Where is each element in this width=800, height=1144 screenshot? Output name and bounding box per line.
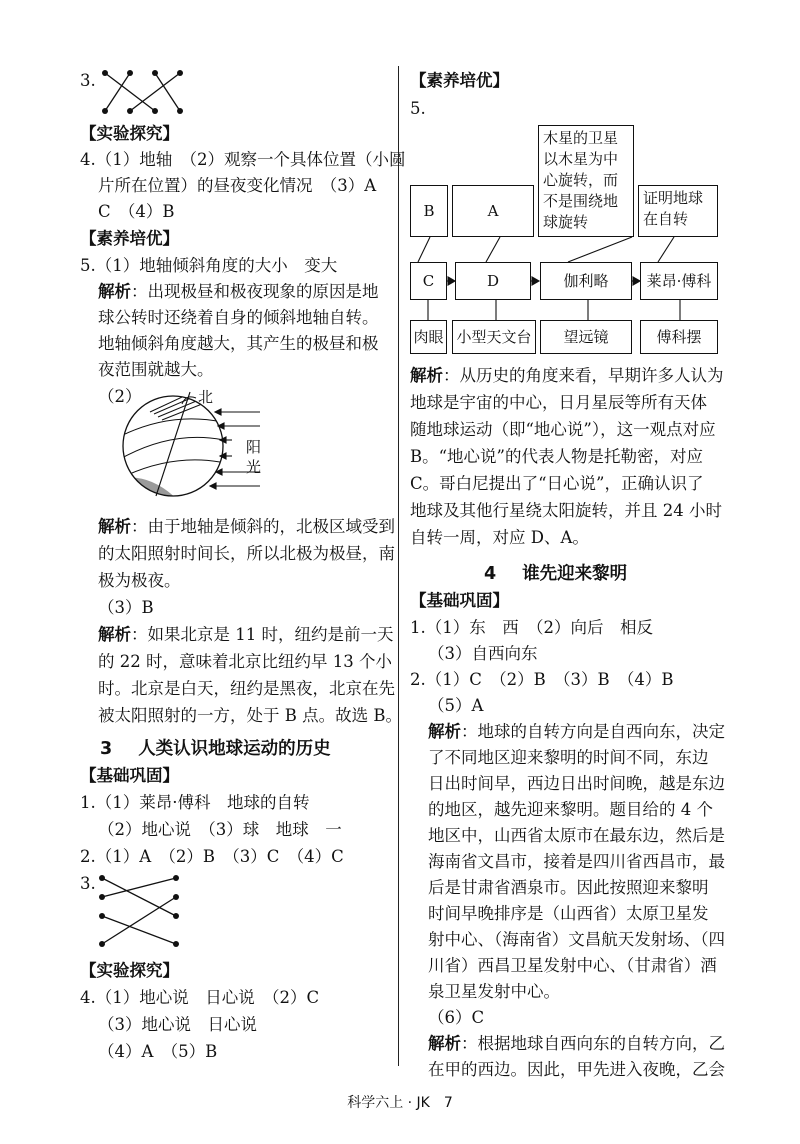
- analysis-line: 时。北京是白天，纽约是黑夜，北京在先: [98, 679, 395, 698]
- analysis-line: 随地球运动（即“地心说”），这一观点对应: [410, 420, 716, 439]
- analysis-line: 地轴倾斜角度越大，其产生的极昼和极: [98, 334, 379, 353]
- box-pendulum: 傅科摆: [640, 320, 718, 354]
- analysis-line: 泉卫星发射中心。: [428, 982, 560, 1001]
- answer-line: （6）C: [428, 1008, 485, 1027]
- analysis-line: B。“地心说”的代表人物是托勒密，对应: [410, 447, 703, 466]
- analysis-line: 地球是宇宙的中心，日月星辰等所有天体: [410, 393, 707, 412]
- globe-label-sunlight: 光: [246, 458, 262, 476]
- analysis-line: 的地区，越先迎来黎明。题目给的 4 个: [428, 800, 713, 819]
- analysis-line: 地球及其他行星绕太阳旋转，并且 24 小时: [410, 501, 722, 520]
- analysis-line: 解析：地球的自转方向是自西向东，决定: [428, 722, 725, 741]
- analysis-label: 解析: [98, 625, 131, 644]
- analysis-line: 夜范围就越大。: [98, 360, 214, 379]
- section-experiment-title: 【实验探究】: [80, 124, 179, 143]
- analysis-line: 球公转时还绕着自身的倾斜地轴自转。: [98, 308, 379, 327]
- box-galileo: 伽利略: [540, 262, 632, 300]
- analysis-line: 日出时间早，西边日出时间晚，越是东边: [428, 774, 725, 793]
- analysis-line: 川省）西昌卫星发射中心、（甘肃省）酒: [428, 956, 717, 975]
- analysis-line: 海南省文昌市，接着是四川省西昌市，最: [428, 852, 725, 871]
- section-basic-title: 【基础巩固】: [410, 591, 509, 610]
- globe-label-sunlight: 阳: [246, 438, 262, 456]
- analysis-line: 射中心、（海南省）文昌航天发射场、（四: [428, 930, 725, 949]
- box-c: C: [410, 262, 447, 300]
- column-divider: [398, 66, 399, 1066]
- analysis-line: 解析：如果北京是 11 时，纽约是前一天: [98, 625, 394, 644]
- answer-line: 2.（1）A （2）B （3）C （4）C: [80, 847, 344, 866]
- answer-line: （3）自西向东: [428, 644, 538, 663]
- analysis-line: 被太阳照射的一方，处于 B 点。故选 B。: [98, 706, 402, 725]
- section-experiment-title: 【实验探究】: [80, 961, 179, 980]
- analysis-line: 的太阳照射时间长，所以北极为极昼，南: [98, 544, 395, 563]
- answer-line: C （4）B: [98, 202, 175, 221]
- analysis-label: 解析: [98, 282, 131, 301]
- box-observatory: 小型天文台: [452, 320, 536, 354]
- analysis-line: 在甲的西边。因此，甲先进入夜晚，乙会: [428, 1060, 725, 1079]
- analysis-line: 解析：出现极昼和极夜现象的原因是地: [98, 282, 379, 301]
- analysis-label: 解析: [428, 1034, 461, 1053]
- q3-matching-label: 3.: [80, 71, 96, 90]
- answer-line: 5.（1）地轴倾斜角度的大小 变大: [80, 256, 338, 275]
- analysis-line: 极为极夜。: [98, 571, 181, 590]
- analysis-line: 了不同地区迎来黎明的时间不同，东边: [428, 748, 709, 767]
- q5-label: 5.: [410, 99, 426, 118]
- analysis-line: 地区中，山西省太原市在最东边，然后是: [428, 826, 725, 845]
- analysis-line: 的 22 时，意味着北京比纽约早 13 个小: [98, 652, 392, 671]
- answer-line: （3）地心说 日心说: [98, 1015, 257, 1034]
- answer-line: （2）: [98, 387, 142, 406]
- analysis-line: 解析：根据地球自西向东的自转方向，乙: [428, 1034, 725, 1053]
- section-quality-title: 【素养培优】: [80, 229, 179, 248]
- analysis-line: 自转一周，对应 D、A。: [410, 528, 589, 547]
- analysis-line: C。哥白尼提出了“日心说”，正确认识了: [410, 474, 704, 493]
- section-quality-title: 【素养培优】: [410, 71, 509, 90]
- answer-line: 4.（1）地心说 日心说 （2）C: [80, 988, 320, 1007]
- page-footer: 科学六上 · JK 7: [347, 1095, 453, 1111]
- analysis-label: 解析: [410, 366, 443, 385]
- globe-label-north: 北: [198, 388, 214, 406]
- box-b: B: [410, 185, 448, 237]
- box-naked-eye: 肉眼: [410, 320, 447, 354]
- section-basic-title: 【基础巩固】: [80, 766, 179, 785]
- analysis-label: 解析: [98, 517, 131, 536]
- q3-matching-diagram-bottom: [96, 870, 186, 950]
- answer-line: 1.（1）莱昂·傅科 地球的自转: [80, 793, 310, 812]
- box-foucault: 莱昂·傅科: [640, 262, 718, 300]
- answer-line: （5）A: [428, 696, 484, 715]
- analysis-line: 时间早晚排序是（山西省）太原卫星发: [428, 904, 709, 923]
- analysis-line: 后是甘肃省酒泉市。因此按照迎来黎明: [428, 878, 709, 897]
- answer-line: （4）A （5）B: [98, 1042, 218, 1061]
- box-d: D: [455, 262, 531, 300]
- answer-line: 片所在位置）的昼夜变化情况 （3）A: [98, 176, 377, 195]
- q3-matching-diagram-top: [100, 66, 190, 118]
- answer-line: 2.（1）C （2）B （3）B （4）B: [410, 670, 674, 689]
- q3-matching-label: 3.: [80, 874, 96, 893]
- answer-line: （2）地心说 （3）球 地球 一: [98, 820, 342, 839]
- answer-line: 4.（1）地轴 （2）观察一个具体位置（小圆: [80, 150, 406, 169]
- analysis-line: 解析：由于地轴是倾斜的，北极区域受到: [98, 517, 395, 536]
- box-a: A: [452, 185, 534, 237]
- answer-line: （3）B: [98, 598, 154, 617]
- box-jupiter-moons: 木星的卫星以木星为中心旋转，而不是围绕地球旋转: [538, 125, 634, 237]
- box-telescope: 望远镜: [540, 320, 632, 354]
- box-proof-rotation: 证明地球在自转: [638, 185, 718, 237]
- analysis-line: 解析：从历史的角度来看，早期许多人认为: [410, 366, 724, 385]
- section-heading-4: 4 谁先迎来黎明: [484, 564, 628, 584]
- answer-line: 1.（1）东 西 （2）向后 相反: [410, 618, 653, 637]
- section-heading-3: 3 人类认识地球运动的历史: [100, 739, 331, 759]
- analysis-label: 解析: [428, 722, 461, 741]
